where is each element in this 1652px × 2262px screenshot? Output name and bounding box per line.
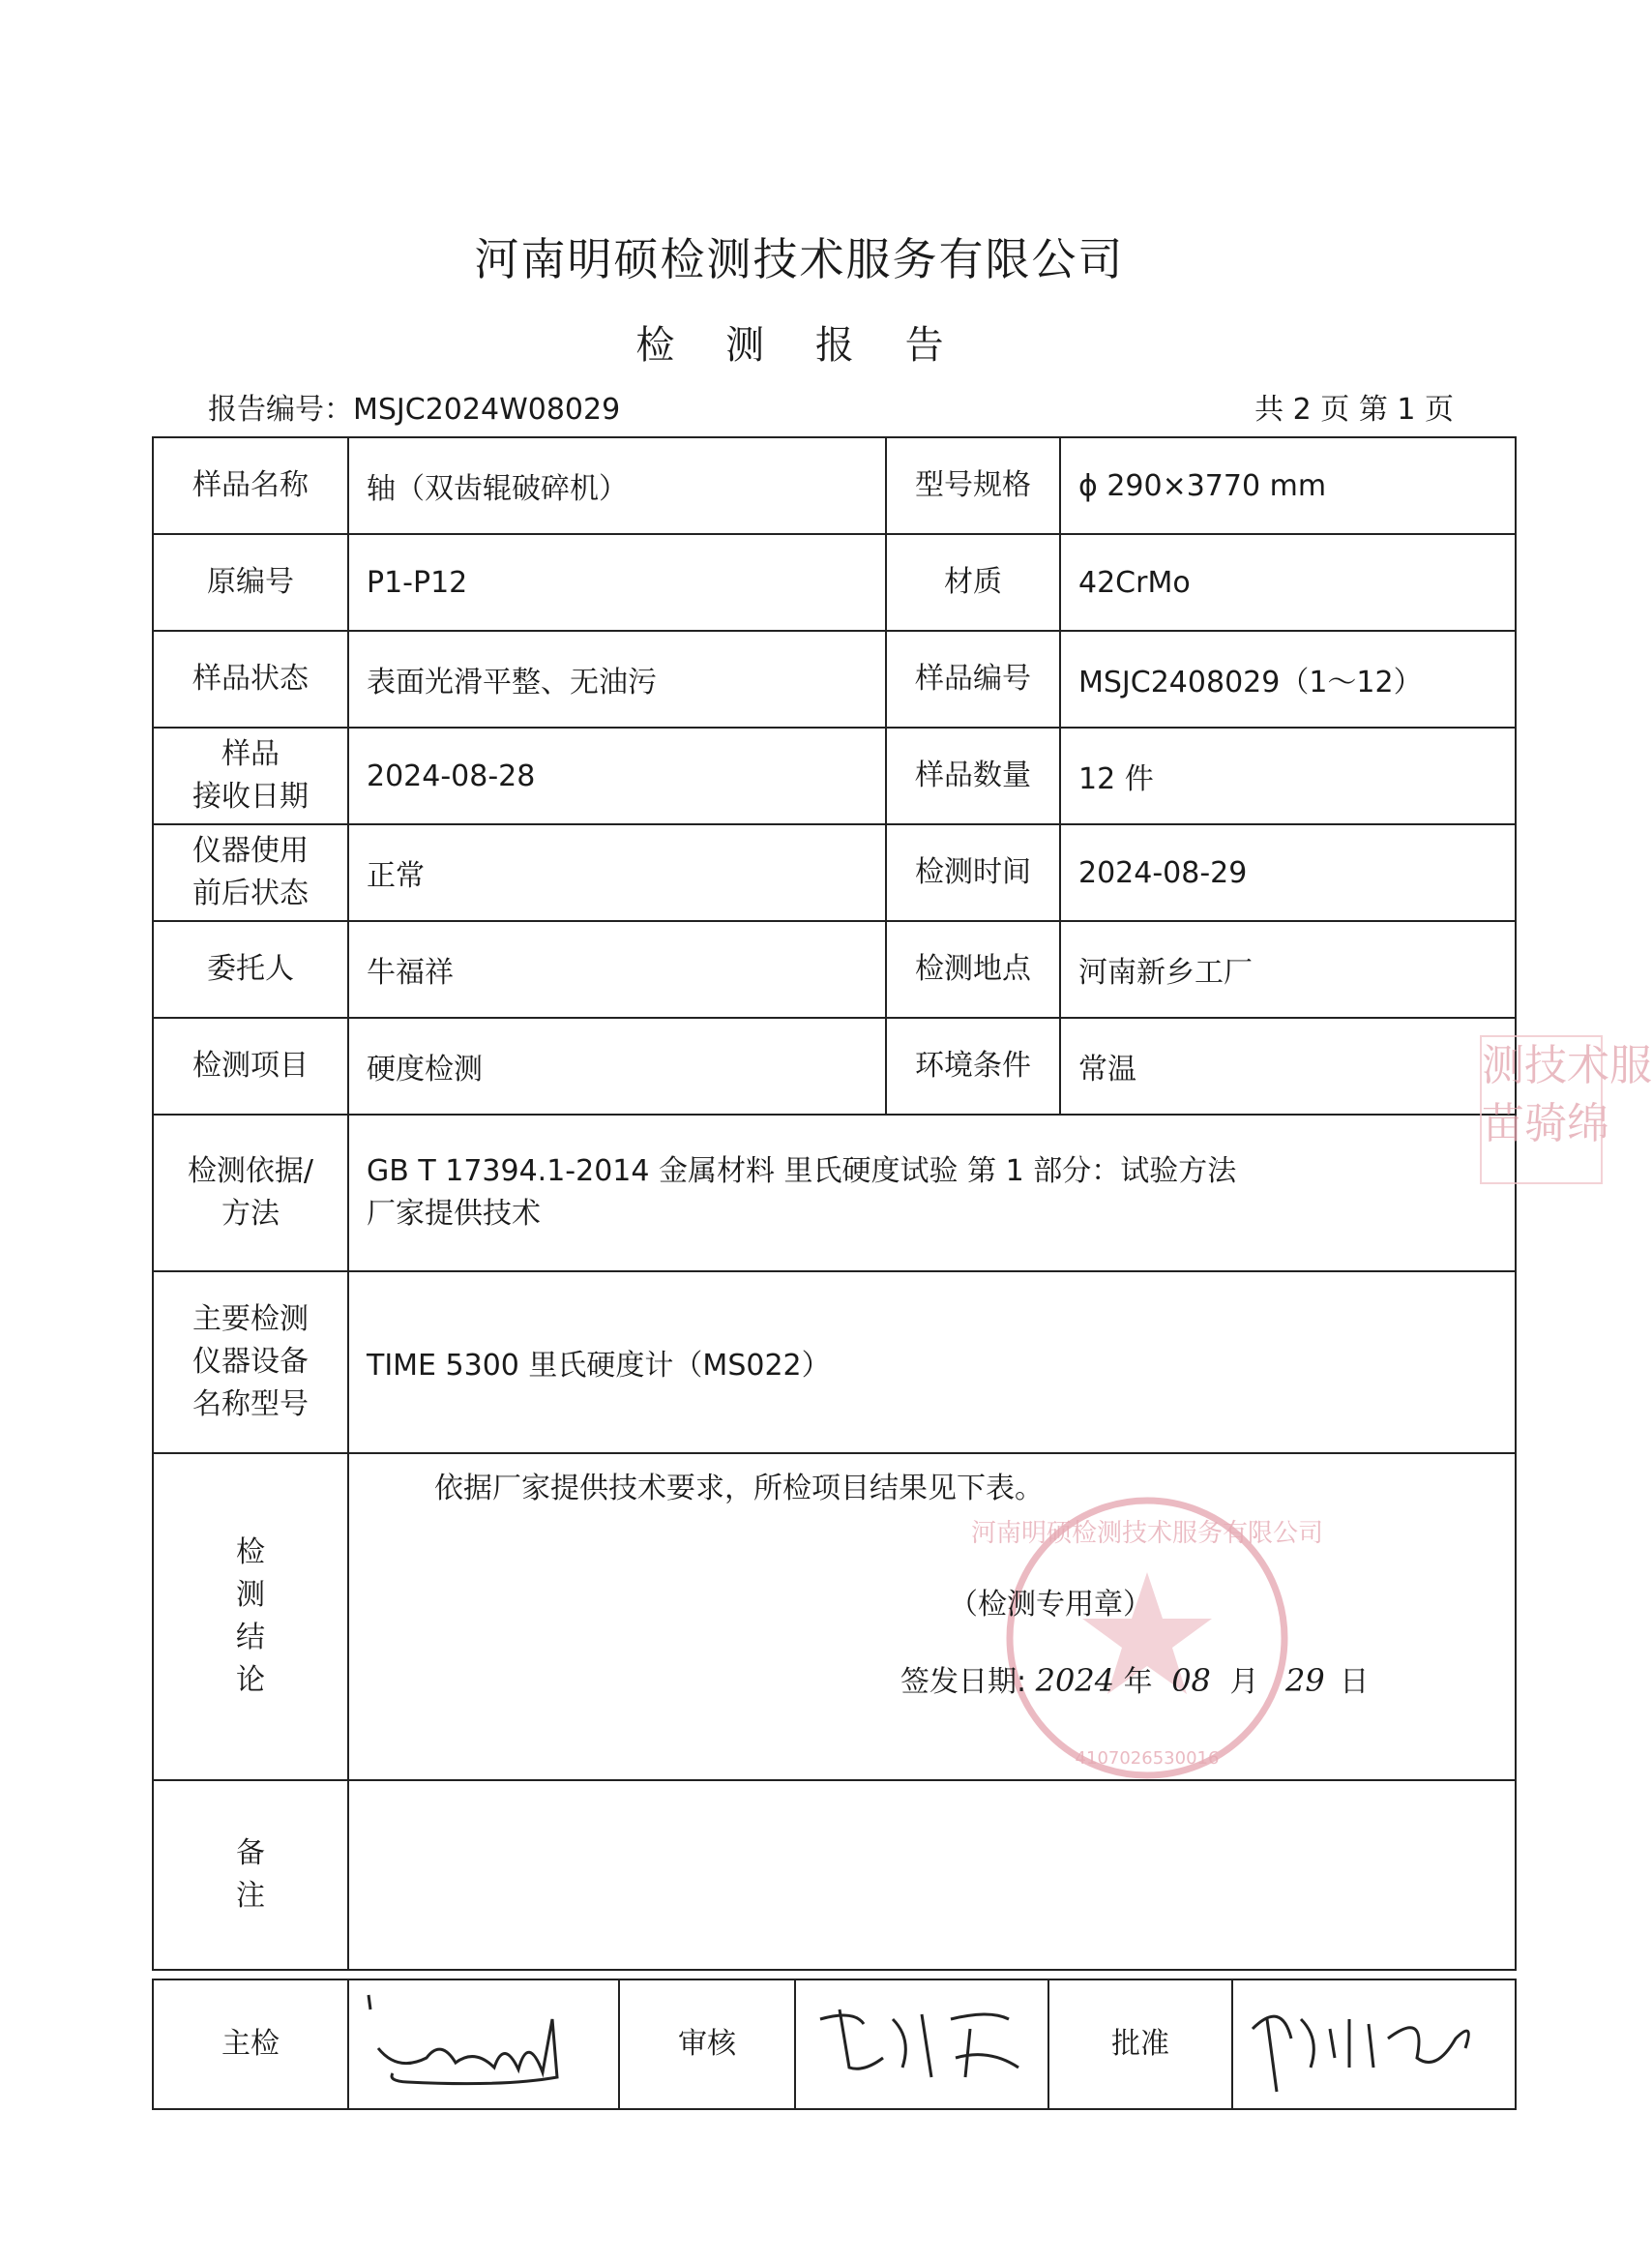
conclusion-label-char: 论 <box>236 1663 265 1697</box>
table-row <box>153 1018 1516 1115</box>
instrument-state-label-line1: 仪器使用 <box>192 834 309 868</box>
inspector-signature-cell <box>348 1979 619 2109</box>
reviewer-label: 审核 <box>619 1979 795 2109</box>
receive-date-label <box>153 728 348 824</box>
basis-line2: 厂家提供技术 <box>367 1197 541 1231</box>
equipment-label <box>153 1271 348 1453</box>
material-label: 材质 <box>886 534 1060 631</box>
company-name: 河南明硕检测技术服务有限公司 <box>474 233 1125 285</box>
receive-date-value: 2024-08-28 <box>348 728 886 824</box>
table-row <box>153 534 1516 631</box>
environment-value: 常温 <box>1060 1018 1516 1115</box>
state-value: 表面光滑平整、无油污 <box>348 631 886 728</box>
conclusion-label-char: 检 <box>236 1535 265 1569</box>
inspector-signature-icon <box>349 1980 618 2100</box>
table-row <box>153 437 1516 534</box>
receive-date-label-line2: 接收日期 <box>192 780 309 814</box>
model-value: ϕ 290×3770 mm <box>1060 437 1516 534</box>
side-stamp-line2: 苗骑绵 <box>1482 1099 1609 1148</box>
issue-date-prefix: 签发日期: <box>900 1665 1027 1699</box>
instrument-state-label <box>153 824 348 921</box>
instrument-state-label-line2: 前后状态 <box>192 877 309 910</box>
approver-signature-icon <box>1233 1980 1514 2100</box>
equipment-value: TIME 5300 里氏硬度计（MS022） <box>348 1271 1516 1453</box>
client-label: 委托人 <box>153 921 348 1018</box>
sample-name-value: 轴（双齿辊破碎机） <box>348 437 886 534</box>
material-value: 42CrMo <box>1060 534 1516 631</box>
conclusion-label <box>153 1453 348 1780</box>
equipment-label-line3: 名称型号 <box>192 1387 309 1421</box>
table-row <box>153 631 1516 728</box>
test-item-label: 检测项目 <box>153 1018 348 1115</box>
table-row <box>153 1115 1516 1271</box>
report-number: 报告编号：MSJC2024W08029 <box>208 393 621 427</box>
signature-table <box>152 1979 1517 2110</box>
model-label: 型号规格 <box>886 437 1060 534</box>
place-value: 河南新乡工厂 <box>1060 921 1516 1018</box>
conclusion-label-char: 测 <box>236 1578 265 1612</box>
place-label: 检测地点 <box>886 921 1060 1018</box>
report-table <box>152 436 1517 1971</box>
approver-label: 批准 <box>1048 1979 1232 2109</box>
quantity-value: 12 件 <box>1060 728 1516 824</box>
instrument-state-value: 正常 <box>348 824 886 921</box>
quantity-label: 样品数量 <box>886 728 1060 824</box>
conclusion-text: 依据厂家提供技术要求，所检项目结果见下表。 <box>434 1472 1044 1505</box>
page-info: 共 2 页 第 1 页 <box>1254 393 1454 427</box>
remark-label-char: 备 <box>236 1836 265 1870</box>
svg-text:河南明硕检测技术服务有限公司: 河南明硕检测技术服务有限公司 <box>970 1519 1324 1548</box>
table-row <box>153 1780 1516 1970</box>
issue-day-unit: 日 <box>1340 1665 1370 1699</box>
remark-label <box>153 1780 348 1970</box>
sample-name-label: 样品名称 <box>153 437 348 534</box>
issue-month: 08 <box>1171 1662 1211 1699</box>
test-time-value: 2024-08-29 <box>1060 824 1516 921</box>
reviewer-signature-cell <box>795 1979 1048 2109</box>
table-row <box>153 824 1516 921</box>
orig-no-value: P1-P12 <box>348 534 886 631</box>
document-title: 检 测 报 告 <box>635 323 963 368</box>
svg-text:4107026530016: 4107026530016 <box>1075 1748 1220 1769</box>
equipment-label-line1: 主要检测 <box>192 1302 309 1336</box>
table-row <box>153 921 1516 1018</box>
basis-label-line2: 方法 <box>221 1197 280 1231</box>
test-time-label: 检测时间 <box>886 824 1060 921</box>
receive-date-label-line1: 样品 <box>221 737 280 771</box>
issue-day: 29 <box>1285 1662 1325 1699</box>
remark-value <box>348 1780 1516 1970</box>
approver-signature-cell <box>1232 1979 1516 2109</box>
remark-label-char: 注 <box>236 1879 265 1913</box>
issue-year: 2024 <box>1035 1662 1115 1699</box>
issue-date <box>900 1657 1369 1700</box>
side-stamp-line1: 测技术服 <box>1482 1041 1652 1090</box>
basis-label <box>153 1115 348 1271</box>
side-stamp-fragment <box>1480 1035 1652 1184</box>
table-row <box>153 1453 1516 1780</box>
state-label: 样品状态 <box>153 631 348 728</box>
inspector-label: 主检 <box>153 1979 348 2109</box>
table-row <box>153 1979 1516 2109</box>
conclusion-label-char: 结 <box>236 1621 265 1654</box>
issue-year-unit: 年 <box>1123 1665 1153 1699</box>
official-seal-icon <box>970 1483 1324 1793</box>
sample-no-value: MSJC2408029（1～12） <box>1060 631 1516 728</box>
basis-label-line1: 检测依据/ <box>187 1154 314 1188</box>
sample-no-label: 样品编号 <box>886 631 1060 728</box>
basis-value <box>348 1115 1516 1271</box>
issue-month-unit: 月 <box>1229 1665 1259 1699</box>
test-item-value: 硬度检测 <box>348 1018 886 1115</box>
table-row <box>153 728 1516 824</box>
equipment-label-line2: 仪器设备 <box>192 1345 309 1379</box>
environment-label: 环境条件 <box>886 1018 1060 1115</box>
basis-line1: GB T 17394.1-2014 金属材料 里氏硬度试验 第 1 部分：试验方法 <box>367 1154 1237 1188</box>
reviewer-signature-icon <box>796 1980 1047 2100</box>
conclusion-cell <box>348 1453 1516 1780</box>
client-value: 牛福祥 <box>348 921 886 1018</box>
table-row <box>153 1271 1516 1453</box>
orig-no-label: 原编号 <box>153 534 348 631</box>
stamp-note: （检测专用章） <box>949 1588 1152 1622</box>
